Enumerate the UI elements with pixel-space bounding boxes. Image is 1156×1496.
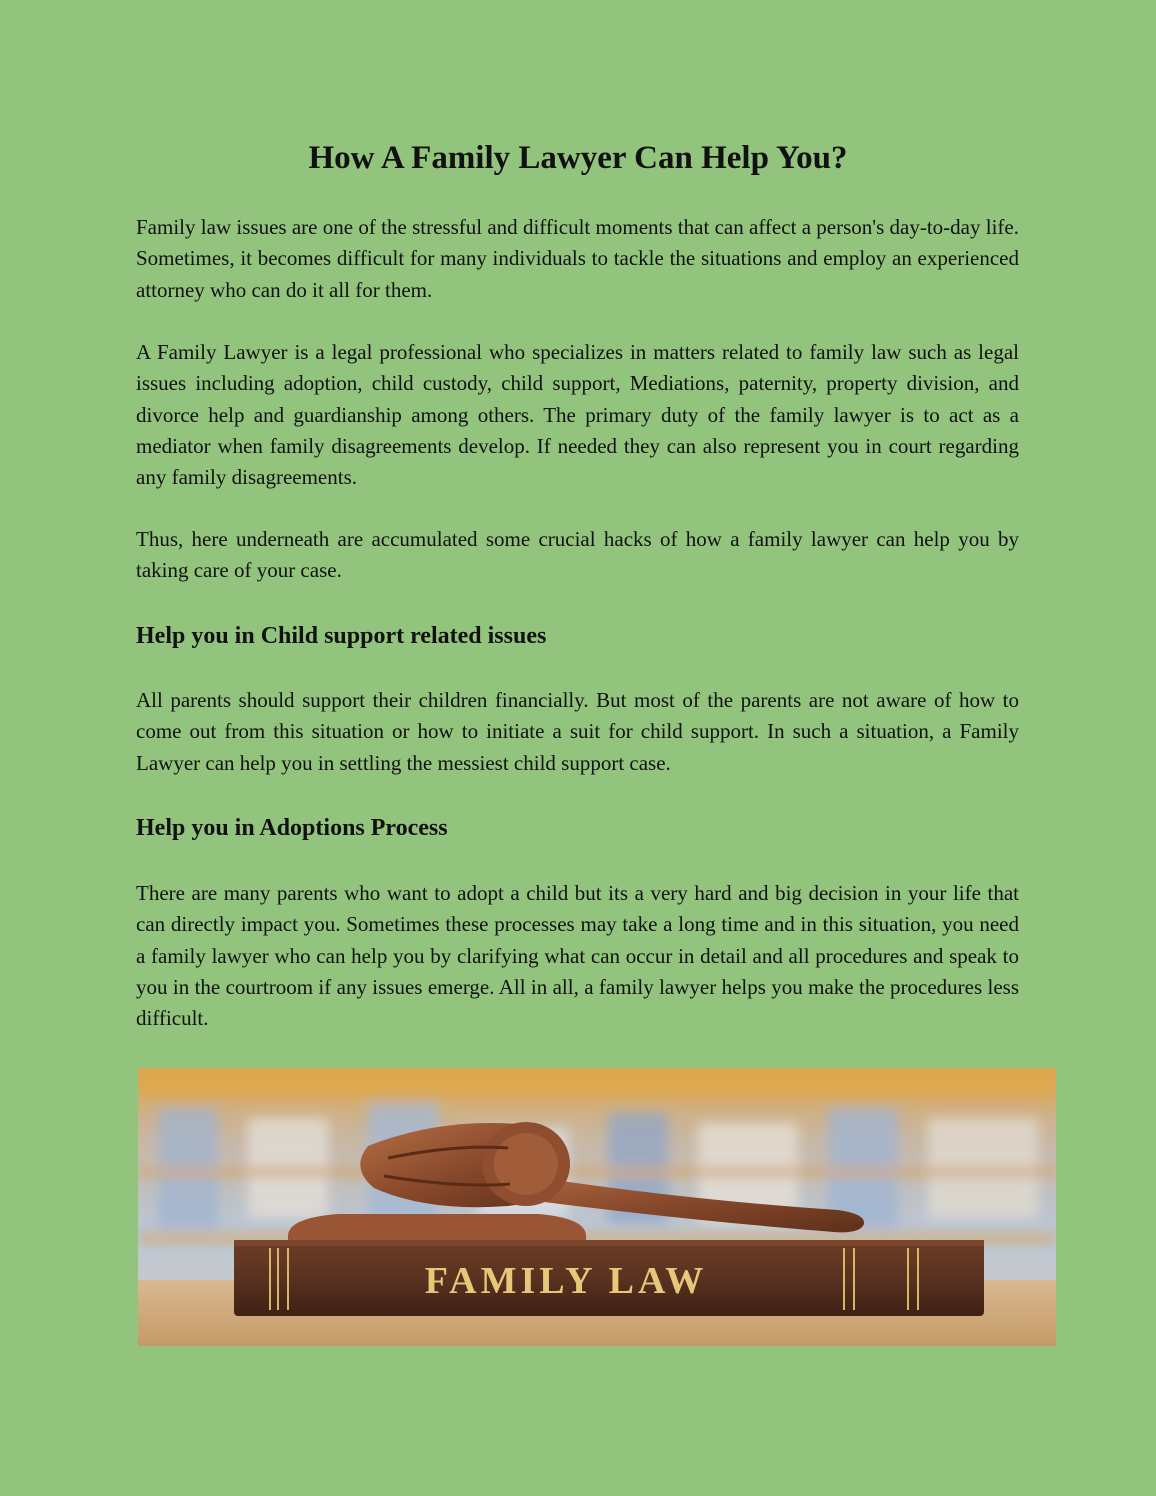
family-lawyer-definition-paragraph: A Family Lawyer is a legal professional who specializes in matters related to family law such as legal issues including adoption, child custody, child support, Mediations, paternity, property division, and divorce help and guardianship among others. The primary duty of the family lawyer is to act as a mediator when family disagreements develop. If needed they can also represent you in court regarding any family disagreements. [136,340,1019,490]
adoption-heading: Help you in Adoptions Process [136,815,448,841]
intro-paragraph: Family law issues are one of the stressful and difficult moments that can affect a person's day-to-day life. Sometimes, it becomes difficult for many individuals to tackle the situations and employ an experienced attorney who can do it all for them. [136,215,1019,302]
gavel-sound-block [288,1214,586,1244]
adoption-paragraph: There are many parents who want to adopt a child but its a very hard and big decision in your life that can directly impact you. Sometimes these processes may take a long time and in this situation, you need a family lawyer who can help you by clarifying what can occur in detail and all procedures and speak to you in the courtroom if any issues emerge. All in all, a family lawyer helps you make the procedures less difficult. [136,881,1019,1031]
child-support-paragraph: All parents should support their children financially. But most of the parents are not aware of how to come out from this situation or how to initiate a suit for child support. In such a situation, a Family Lawyer can help you in settling the messiest child support case. [136,688,1019,775]
child-support-heading: Help you in Child support related issues [136,623,547,649]
book-spine-title: FAMILY LAW [424,1260,708,1302]
family-law-gavel-photo [138,1068,1056,1346]
hacks-intro-paragraph: Thus, here underneath are accumulated some crucial hacks of how a family lawyer can help you by taking care of your case. [136,527,1019,583]
page-title: How A Family Lawyer Can Help You? [308,140,848,176]
